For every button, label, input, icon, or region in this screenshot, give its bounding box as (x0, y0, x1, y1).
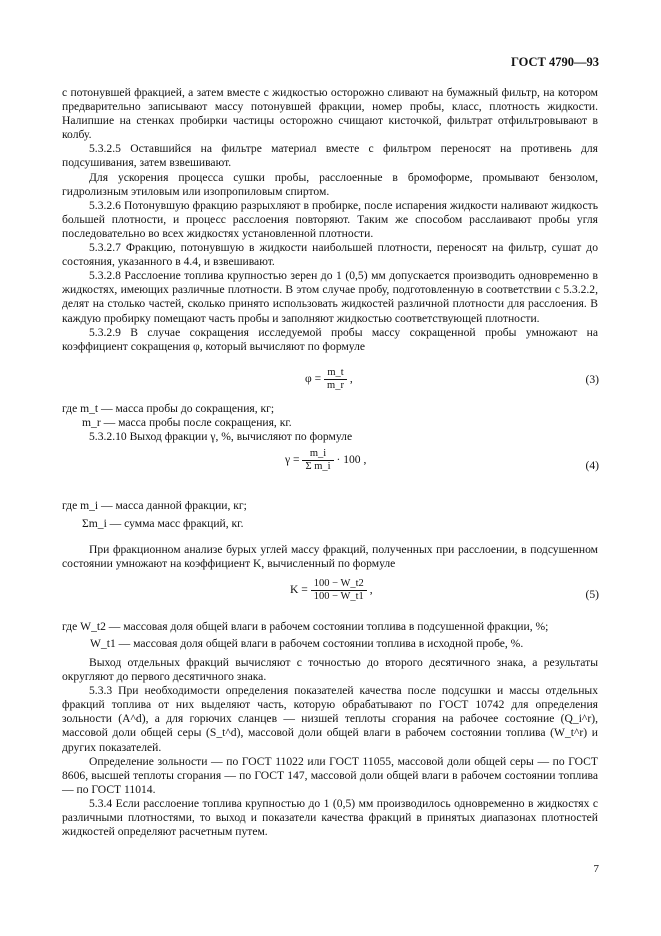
equation-lhs: φ = (305, 372, 322, 386)
where-line: где W_t2 — массовая доля общей влаги в рабочем состоянии топлива в подсушенной фракции, %; (62, 620, 549, 633)
where-line: m_r — масса пробы после сокращения, кг. (82, 416, 292, 430)
fraction (311, 578, 367, 603)
fraction-numerator: m_i (302, 448, 333, 461)
document-header: ГОСТ 4790—93 (510, 55, 599, 69)
paragraph: 5.3.2.9 В случае сокращения исследуемой пробы массу сокращенной пробы умножают на коэффициент сокращения φ, который вычисляют по формуле (62, 325, 598, 353)
paragraph: с потонувшей фракцией, а затем вместе с жидкостью осторожно сливают на бумажный фильтр, на котором предварительно записывают массу потонувшей фракции, номер пробы, класс, плотность жидкости. Налипшие на стенках пробирки частицы осторожно счищают кисточкой, фильтрат отфильтровывают в колбу. (62, 86, 598, 142)
equation-5 (290, 578, 373, 603)
paragraph: 5.3.2.7 Фракцию, потонувшую в жидкости наибольшей плотности, переносят на фильтр, сушат до состояния, указанного в 4.4, и взвешивают. (62, 241, 598, 269)
fraction-numerator: 100 − W_t2 (311, 578, 367, 591)
fraction-denominator: Σ m_i (305, 461, 331, 472)
equation-tail: , (349, 372, 353, 386)
paragraph: Выход отдельных фракций вычисляют с точностью до второго десятичного знака, а результаты округляют до первого десятичного знака. (62, 656, 598, 684)
paragraph: 5.3.2.8 Расслоение топлива крупностью зерен до 1 (0,5) мм допускается производить одновременно в жидкостях, имеющих различные плотности. В этом случае пробу, подготовленную в соответствии с 5.3.2.2, делят на столько частей, сколько принято использовать жидкостей различной плотности для расслоения. В каждую пробирку помещают часть пробы и заполняют жидкостью соответствующей плотности. (62, 269, 598, 325)
equation-lhs: K = (290, 583, 308, 597)
equation-number: (5) (585, 588, 599, 601)
equation-tail: · 100 , (336, 453, 367, 467)
equation-number: (4) (585, 459, 599, 472)
equation-number: (3) (585, 373, 599, 386)
where-line: W_t1 — массовая доля общей влаги в рабочем состоянии топлива в исходной пробе, %. (90, 637, 524, 651)
where-4 (62, 499, 598, 571)
equation-tail: , (369, 583, 373, 597)
where-line: где m_i — масса данной фракции, кг; (62, 499, 247, 512)
where-3 (62, 402, 598, 444)
paragraph: 5.3.2.6 Потонувшую фракцию разрыхляют в пробирке, после испарения жидкости наливают жидкость большей плотности, и процесс расслоения повторяют. Таким же способом расслаивают пробы угля последовательно во всех жидкостях установленной плотности. (62, 198, 598, 240)
paragraph: Для ускорения процесса сушки пробы, расслоенные в бромоформе, промывают бензолом, гидролизным этиловым или изопропиловым спиртом. (62, 170, 598, 198)
equation-3 (305, 367, 353, 392)
paragraph: При фракционном анализе бурых углей массу фракций, полученных при расслоении, в подсушенном состоянии умножают на коэффициент K, вычисленный по формуле (62, 543, 598, 571)
where-line: Σm_i — сумма масс фракций, кг. (82, 517, 244, 531)
paragraph: Определение зольности — по ГОСТ 11022 или ГОСТ 11055, массовой доли общей серы — по ГОСТ 8606, высшей теплоты сгорания — по ГОСТ 147, массовой доли общей влаги в рабочем состоянии топлива — по ГОСТ 11014. (62, 754, 598, 796)
paragraph: 5.3.2.10 Выход фракции γ, %, вычисляют по формуле (89, 430, 353, 444)
where-5 (62, 620, 598, 651)
fraction (324, 367, 347, 392)
page-number: 7 (593, 862, 599, 875)
equation-lhs: γ = (285, 453, 300, 467)
paragraph: 5.3.3 При необходимости определения показателей качества после подсушки и массы отдельных фракций топлива от них выделяют часть, которую обрабатывают по ГОСТ 10742 для определения зольности (A^d), а для горючих сланцев — низшей теплоты сгорания на рабочее состояние (Q_i^r), массовой доли общей серы (S_t^d), массовой доли общей влаги в рабочем состоянии топлива (W_t^r) и других показателей. (62, 684, 598, 754)
fraction-numerator: m_t (324, 367, 347, 380)
fraction-denominator: 100 − W_t1 (313, 591, 364, 602)
paragraph: 5.3.4 Если расслоение топлива крупностью до 1 (0,5) мм производилось одновременно в жидкостях с различными плотностями, то выход и показатели качества фракций в принятых диапазонах плотностей жидкостей определяют расчетным путем. (62, 796, 598, 839)
equation-4 (285, 448, 366, 473)
text-block-1 (62, 86, 598, 354)
fraction (302, 448, 333, 473)
text-block-2 (62, 656, 598, 839)
fraction-denominator: m_r (327, 380, 344, 391)
where-line: где m_t — масса пробы до сокращения, кг; (62, 402, 275, 415)
paragraph: 5.3.2.5 Оставшийся на фильтре материал вместе с фильтром переносят на противень для подсушивания, затем взвешивают. (62, 142, 598, 170)
